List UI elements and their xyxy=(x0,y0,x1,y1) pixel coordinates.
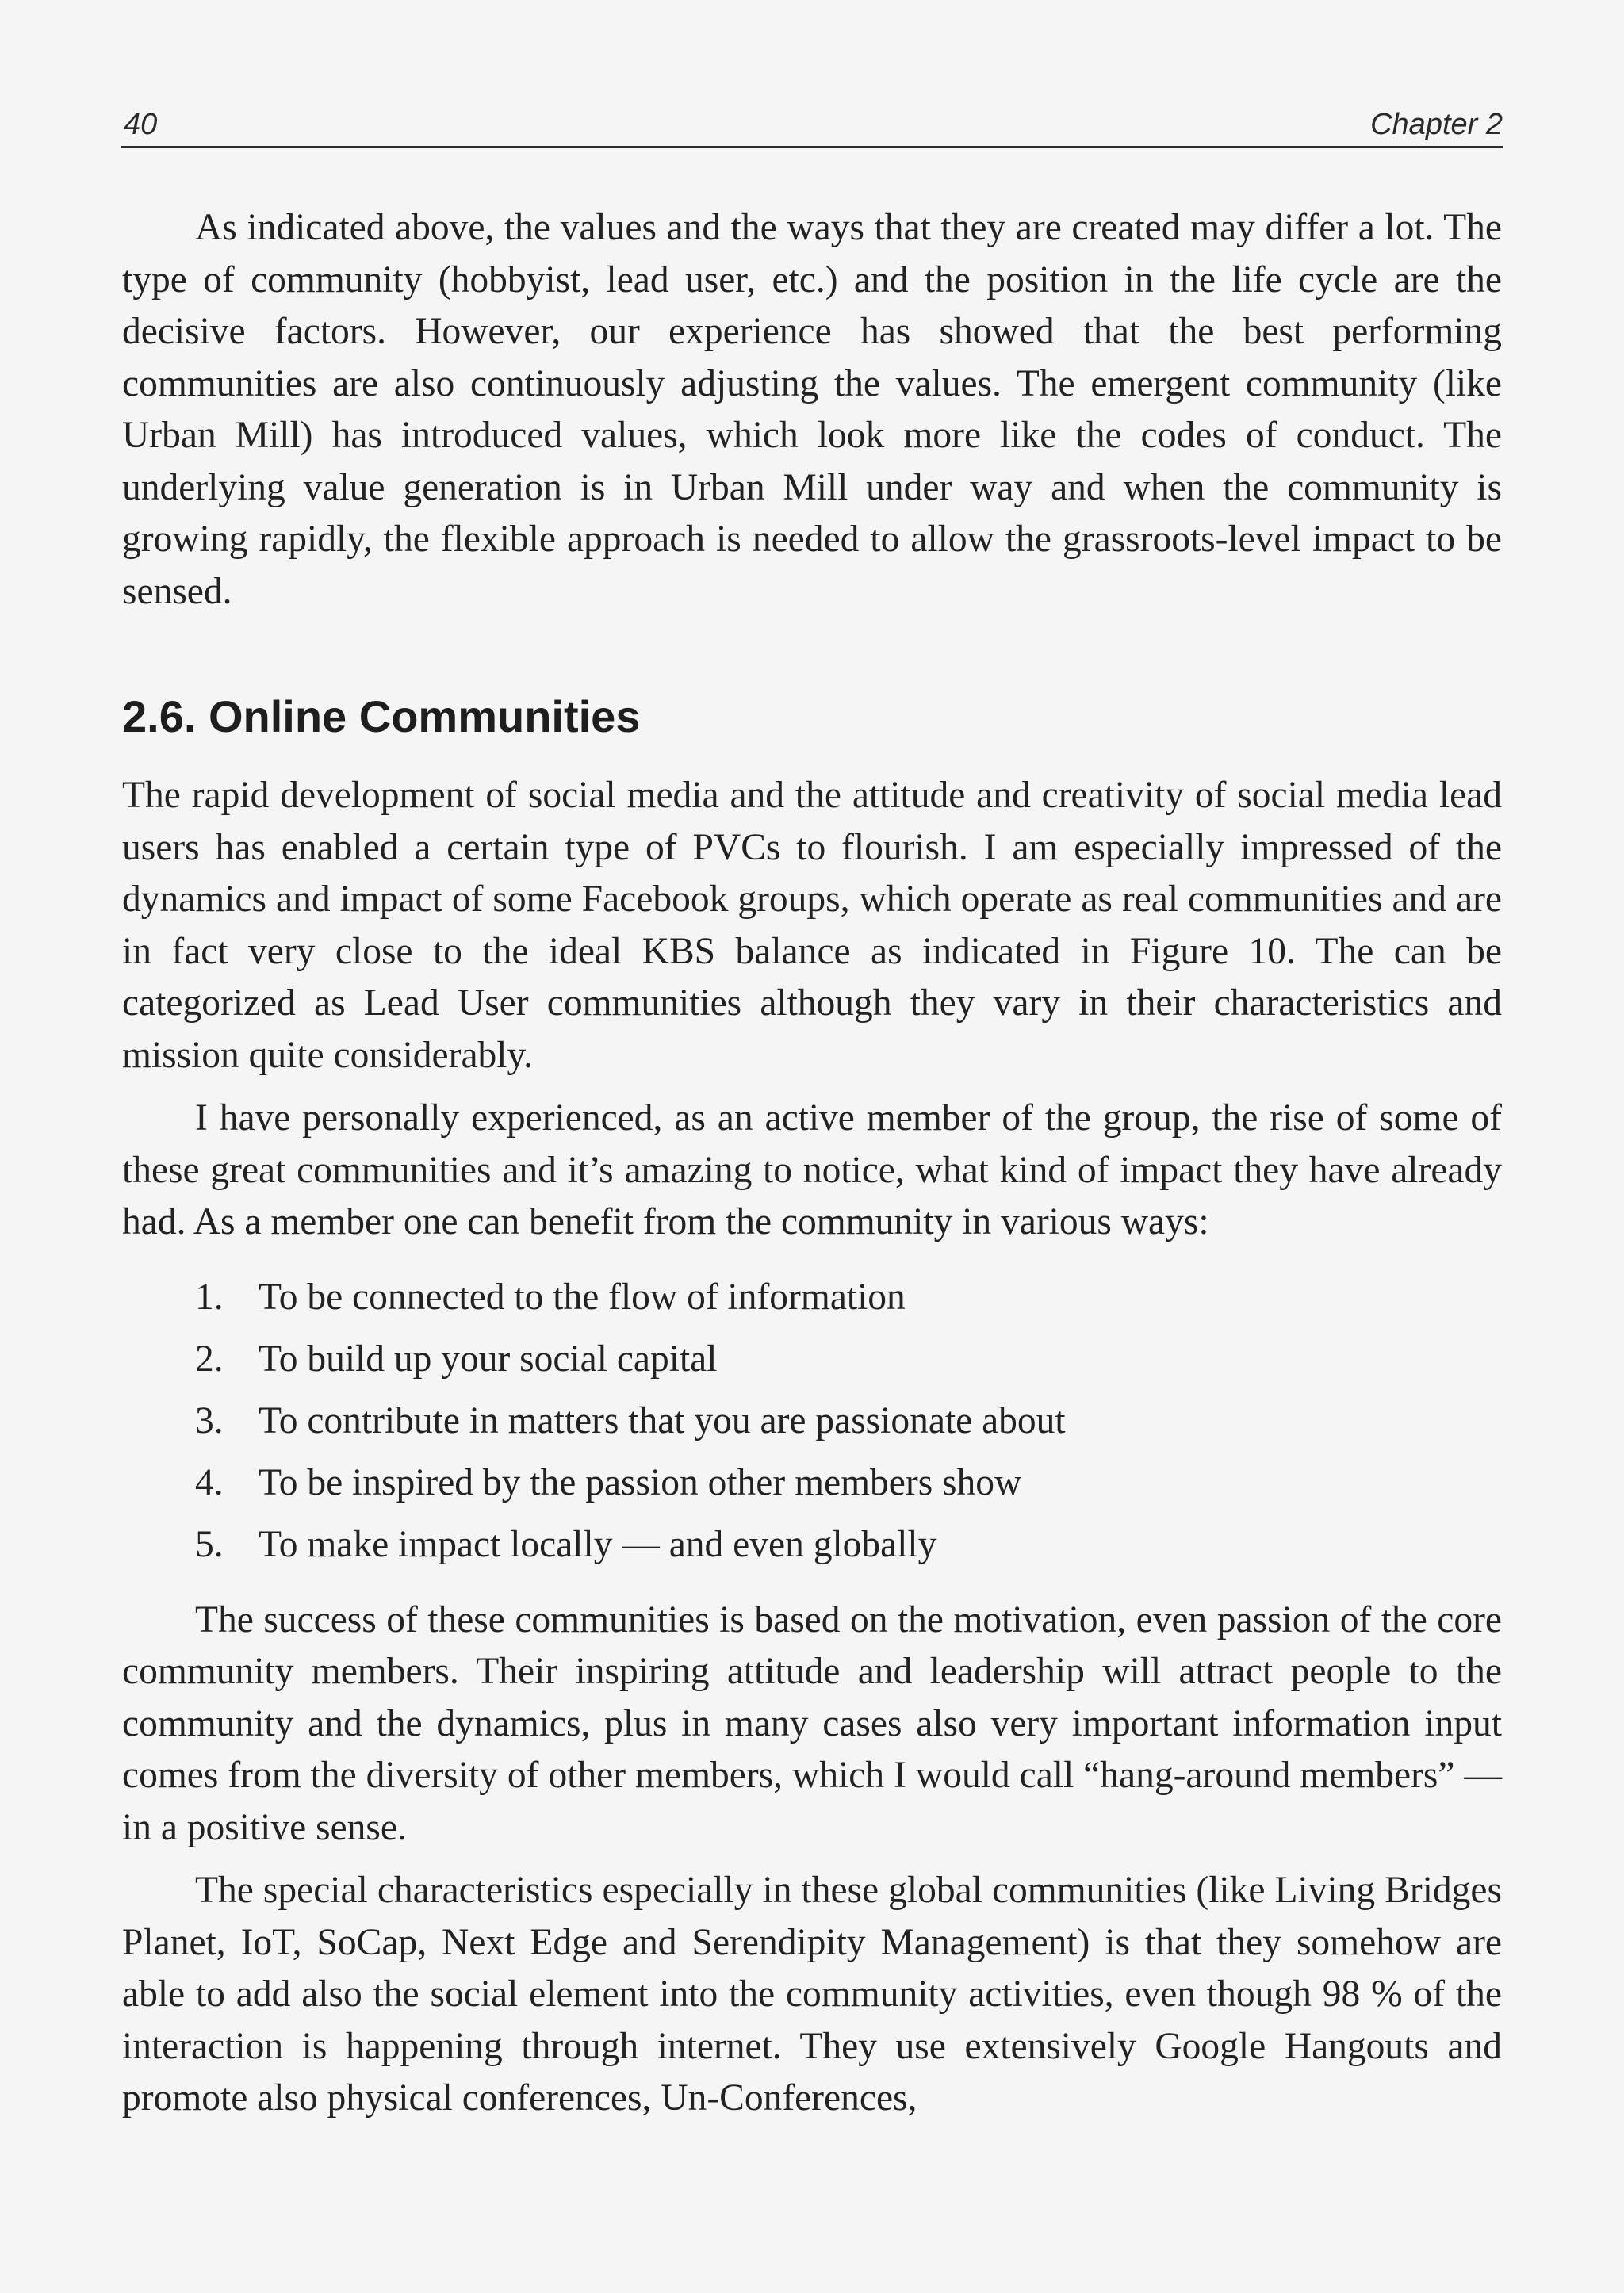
paragraph-values: As indicated above, the values and the ways that they are created may differ a lot. The type of community (hobbyist, lead user, etc.) and the position in the life cycle are the decisive factors. However, our experience has showed that the best performing communities are also continuously adjusting the values. The emergent community (like Urban Mill) has introduced values, which look more like the codes of conduct. The underlying value generation is in Urban Mill under way and when the community is growing rapidly, the flexible approach is needed to allow the grassroots-level impact to be sensed. xyxy=(122,207,1502,612)
list-item-text: To make impact locally — and even globally xyxy=(259,1523,937,1565)
list-item xyxy=(122,1452,1502,1514)
list-item-number: 1. xyxy=(195,1276,224,1318)
list-item xyxy=(122,1328,1502,1390)
list-item xyxy=(122,1266,1502,1328)
paragraph-global-communities: The special characteristics especially in these global communities (like Living Bridges Planet, IoT, SoCap, Next Edge and Serendipity Management) is that they somehow are able to add also the social element into the community activities, even though 98 % of the interaction is happening through internet. They use extensively Google Hangouts and promote also physical conferences, Un-Conferences, xyxy=(122,1870,1502,2119)
running-header xyxy=(121,105,1503,148)
list-item-text: To contribute in matters that you are passionate about xyxy=(259,1399,1066,1441)
list-item-text: To be inspired by the passion other members show xyxy=(259,1461,1022,1503)
list-item xyxy=(122,1390,1502,1452)
paragraph-personal-experience: I have personally experienced, as an active member of the group, the rise of some of these great communities and it’s amazing to notice, what kind of impact they have already had. As a member one can benefit from the community in various ways: xyxy=(122,1097,1502,1242)
paragraph-success: The success of these communities is based on the motivation, even passion of the core community members. Their inspiring attitude and leadership will attract people to the community and the dynamics, plus in many cases also very important information input comes from the diversity of other members, which I would call “hang-around members” — in a positive sense. xyxy=(122,1598,1502,1848)
benefits-list xyxy=(122,1266,1502,1575)
page-number: 40 xyxy=(124,108,158,141)
paragraph-social-media: The rapid development of social media and the attitude and creativity of social media lead users has enabled a certain type of PVCs to flourish. I am especially impressed of the dynamics and impact of some Facebook groups, which operate as real communities and are in fact very close to the ideal KBS balance as indicated in Figure 10. The can be categorized as Lead User communities although they vary in their characteristics and mission quite considerably. xyxy=(122,775,1502,1076)
page-body xyxy=(122,202,1502,2125)
chapter-label: Chapter 2 xyxy=(1370,108,1503,141)
list-item-text: To build up your social capital xyxy=(259,1338,718,1380)
list-item-number: 2. xyxy=(195,1338,224,1380)
section-heading: 2.6. Online Communities xyxy=(122,691,641,741)
list-item-number: 3. xyxy=(195,1399,224,1441)
list-item-number: 5. xyxy=(195,1523,224,1565)
list-item-text: To be connected to the flow of information xyxy=(259,1276,906,1318)
list-item xyxy=(122,1514,1502,1575)
list-item-number: 4. xyxy=(195,1461,224,1503)
